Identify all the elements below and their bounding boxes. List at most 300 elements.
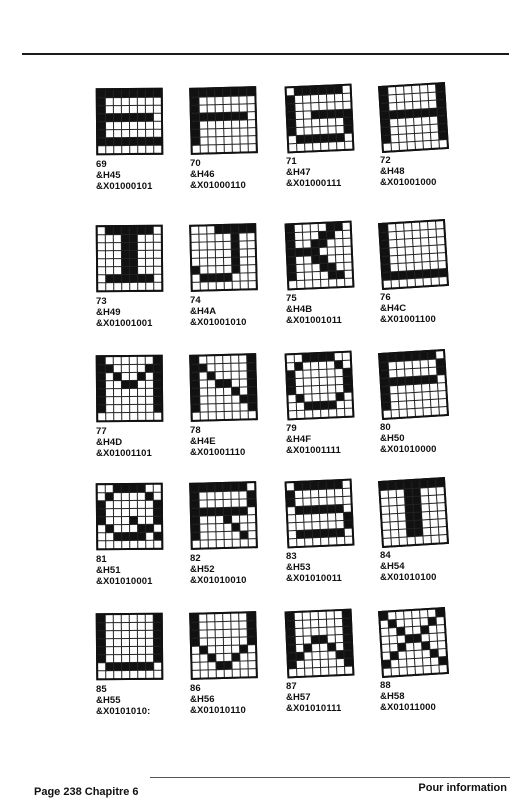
matrix-pixel	[423, 133, 430, 140]
matrix-pixel	[146, 631, 153, 638]
matrix-pixel	[240, 515, 247, 522]
matrix-pixel	[398, 377, 405, 384]
matrix-pixel	[328, 247, 335, 254]
glyph-codes	[380, 292, 480, 325]
matrix-pixel	[297, 411, 304, 418]
matrix-pixel	[390, 514, 397, 521]
matrix-pixel	[296, 395, 303, 402]
matrix-pixel	[240, 637, 247, 644]
char-code-binary: &X01001101	[96, 448, 152, 459]
matrix-pixel	[381, 620, 388, 627]
matrix-pixel	[130, 381, 137, 388]
matrix-pixel	[209, 145, 216, 152]
matrix-pixel	[412, 610, 419, 617]
matrix-pixel	[146, 397, 153, 404]
matrix-pixel	[239, 491, 246, 498]
matrix-pixel	[335, 223, 342, 230]
matrix-pixel	[415, 262, 422, 269]
matrix-pixel	[305, 272, 312, 279]
matrix-pixel	[328, 393, 335, 400]
char-code-decimal: 85	[96, 684, 107, 695]
matrix-pixel	[400, 409, 407, 416]
matrix-pixel	[313, 272, 320, 279]
matrix-pixel	[437, 359, 444, 366]
matrix-pixel	[122, 98, 129, 105]
char-code-decimal: 71	[286, 156, 297, 167]
matrix-pixel	[208, 654, 215, 661]
matrix-pixel	[335, 497, 342, 504]
matrix-pixel	[208, 250, 215, 257]
matrix-pixel	[438, 511, 445, 518]
matrix-pixel	[114, 275, 121, 282]
matrix-pixel	[232, 241, 239, 248]
matrix-pixel	[154, 631, 161, 638]
matrix-pixel	[398, 255, 405, 262]
matrix-pixel	[337, 529, 344, 536]
matrix-pixel	[388, 482, 395, 489]
matrix-pixel	[320, 119, 327, 126]
matrix-pixel	[122, 138, 129, 145]
matrix-pixel	[327, 619, 334, 626]
char-code-hex: &H53	[286, 562, 311, 573]
matrix-pixel	[122, 114, 129, 121]
matrix-pixel	[321, 402, 328, 409]
matrix-pixel	[431, 399, 438, 406]
matrix-pixel	[422, 109, 429, 116]
matrix-pixel	[98, 615, 105, 622]
matrix-pixel	[208, 372, 215, 379]
matrix-pixel	[248, 387, 255, 394]
matrix-pixel	[381, 240, 388, 247]
matrix-pixel	[249, 144, 256, 151]
glyph-codes	[96, 296, 196, 329]
matrix-pixel	[233, 669, 240, 676]
matrix-pixel	[216, 654, 223, 661]
char-code-binary: &X01001010	[190, 316, 247, 328]
matrix-pixel	[304, 264, 311, 271]
matrix-pixel	[98, 405, 105, 412]
matrix-pixel	[146, 671, 153, 678]
matrix-pixel	[383, 652, 390, 659]
matrix-pixel	[405, 94, 412, 101]
matrix-pixel	[321, 538, 328, 545]
matrix-pixel	[191, 234, 198, 241]
glyph-codes	[96, 684, 196, 717]
matrix-pixel	[296, 120, 303, 127]
matrix-pixel	[130, 655, 137, 662]
matrix-pixel	[287, 88, 294, 95]
matrix-pixel	[154, 259, 161, 266]
glyph-cell	[380, 84, 480, 188]
matrix-pixel	[207, 614, 214, 621]
matrix-pixel	[391, 651, 398, 658]
matrix-pixel	[106, 501, 113, 508]
matrix-pixel	[380, 354, 387, 361]
dot-matrix-grid	[285, 351, 355, 421]
matrix-pixel	[192, 274, 199, 281]
char-code-decimal: 80	[380, 421, 391, 433]
matrix-pixel	[122, 623, 129, 630]
matrix-pixel	[438, 391, 445, 398]
matrix-pixel	[232, 128, 239, 135]
matrix-pixel	[122, 283, 129, 290]
matrix-pixel	[391, 271, 398, 278]
glyph-codes	[380, 680, 480, 713]
matrix-pixel	[146, 647, 153, 654]
matrix-pixel	[383, 264, 390, 271]
matrix-pixel	[406, 513, 413, 520]
matrix-pixel	[407, 393, 414, 400]
matrix-pixel	[413, 360, 420, 367]
matrix-pixel	[412, 480, 419, 487]
matrix-pixel	[231, 621, 238, 628]
matrix-pixel	[216, 646, 223, 653]
matrix-pixel	[311, 224, 318, 231]
matrix-pixel	[412, 352, 419, 359]
matrix-pixel	[336, 513, 343, 520]
matrix-pixel	[305, 143, 312, 150]
char-code-decimal: 86	[190, 682, 201, 694]
char-code-hex: &H58	[380, 690, 405, 702]
matrix-pixel	[336, 635, 343, 642]
dot-matrix-grid	[285, 609, 355, 679]
matrix-pixel	[408, 278, 415, 285]
matrix-pixel	[106, 146, 113, 153]
matrix-pixel	[336, 263, 343, 270]
matrix-pixel	[303, 354, 310, 361]
matrix-pixel	[122, 251, 129, 258]
matrix-pixel	[336, 393, 343, 400]
matrix-pixel	[98, 509, 105, 516]
matrix-pixel	[208, 508, 215, 515]
matrix-pixel	[223, 491, 230, 498]
matrix-pixel	[224, 629, 231, 636]
matrix-pixel	[297, 531, 304, 538]
matrix-pixel	[248, 637, 255, 644]
matrix-pixel	[216, 137, 223, 144]
matrix-pixel	[436, 479, 443, 486]
matrix-pixel	[231, 355, 238, 362]
matrix-pixel	[224, 507, 231, 514]
matrix-pixel	[414, 246, 421, 253]
matrix-pixel	[392, 667, 399, 674]
matrix-pixel	[343, 619, 350, 626]
matrix-pixel	[297, 403, 304, 410]
matrix-pixel	[224, 112, 231, 119]
matrix-pixel	[146, 389, 153, 396]
matrix-pixel	[208, 396, 215, 403]
matrix-pixel	[304, 378, 311, 385]
matrix-pixel	[422, 246, 429, 253]
matrix-pixel	[287, 491, 294, 498]
matrix-pixel	[138, 615, 145, 622]
matrix-pixel	[383, 127, 390, 134]
matrix-pixel	[130, 98, 137, 105]
matrix-pixel	[304, 111, 311, 118]
matrix-pixel	[247, 96, 254, 103]
matrix-pixel	[199, 492, 206, 499]
matrix-pixel	[287, 613, 294, 620]
matrix-pixel	[248, 403, 255, 410]
matrix-pixel	[138, 146, 145, 153]
matrix-pixel	[248, 395, 255, 402]
glyph-codes	[190, 425, 290, 458]
matrix-pixel	[154, 267, 161, 274]
matrix-pixel	[344, 263, 351, 270]
matrix-pixel	[423, 400, 430, 407]
matrix-pixel	[114, 615, 121, 622]
matrix-pixel	[413, 101, 420, 108]
glyph-cell	[96, 88, 196, 192]
matrix-pixel	[224, 257, 231, 264]
matrix-pixel	[400, 667, 407, 674]
matrix-pixel	[138, 90, 145, 97]
matrix-pixel	[106, 275, 113, 282]
matrix-pixel	[431, 277, 438, 284]
matrix-pixel	[130, 663, 137, 670]
matrix-pixel	[215, 484, 222, 491]
matrix-pixel	[313, 280, 320, 287]
glyph-codes	[190, 553, 290, 586]
glyph-cell	[380, 351, 480, 455]
matrix-pixel	[407, 658, 414, 665]
matrix-pixel	[439, 657, 446, 664]
matrix-pixel	[248, 136, 255, 143]
matrix-pixel	[146, 235, 153, 242]
matrix-pixel	[130, 639, 137, 646]
matrix-pixel	[414, 117, 421, 124]
matrix-pixel	[321, 530, 328, 537]
matrix-pixel	[106, 671, 113, 678]
matrix-pixel	[193, 670, 200, 677]
matrix-pixel	[422, 634, 429, 641]
char-code-hex: &H4F	[286, 434, 312, 445]
matrix-pixel	[192, 380, 199, 387]
matrix-pixel	[191, 89, 198, 96]
matrix-pixel	[329, 529, 336, 536]
matrix-pixel	[200, 105, 207, 112]
matrix-pixel	[224, 515, 231, 522]
matrix-pixel	[297, 539, 304, 546]
matrix-pixel	[431, 132, 438, 139]
matrix-pixel	[415, 666, 422, 673]
matrix-pixel	[114, 227, 121, 234]
matrix-pixel	[114, 639, 121, 646]
matrix-pixel	[130, 90, 137, 97]
glyph-cell	[96, 613, 196, 717]
matrix-pixel	[240, 499, 247, 506]
matrix-pixel	[98, 485, 105, 492]
matrix-pixel	[232, 637, 239, 644]
glyph-codes	[286, 551, 386, 584]
matrix-pixel	[130, 227, 137, 234]
matrix-pixel	[199, 364, 206, 371]
matrix-pixel	[200, 524, 207, 531]
matrix-pixel	[130, 122, 137, 129]
matrix-pixel	[114, 623, 121, 630]
matrix-pixel	[199, 614, 206, 621]
matrix-pixel	[398, 635, 405, 642]
matrix-pixel	[247, 483, 254, 490]
matrix-pixel	[247, 363, 254, 370]
matrix-pixel	[231, 88, 238, 95]
matrix-pixel	[312, 386, 319, 393]
matrix-pixel	[106, 525, 113, 532]
matrix-pixel	[208, 105, 215, 112]
matrix-pixel	[154, 517, 161, 524]
matrix-pixel	[343, 361, 350, 368]
matrix-pixel	[430, 245, 437, 252]
matrix-pixel	[122, 227, 129, 234]
matrix-pixel	[114, 381, 121, 388]
matrix-pixel	[430, 261, 437, 268]
matrix-pixel	[287, 629, 294, 636]
matrix-pixel	[343, 627, 350, 634]
char-code-hex: &H47	[286, 167, 311, 178]
matrix-pixel	[381, 370, 388, 377]
matrix-pixel	[437, 245, 444, 252]
matrix-pixel	[192, 654, 199, 661]
matrix-pixel	[122, 485, 129, 492]
matrix-pixel	[437, 100, 444, 107]
matrix-pixel	[328, 126, 335, 133]
matrix-pixel	[423, 408, 430, 415]
char-code-binary: &X01001000	[380, 176, 437, 188]
matrix-pixel	[304, 636, 311, 643]
matrix-pixel	[344, 126, 351, 133]
matrix-pixel	[192, 508, 199, 515]
matrix-pixel	[413, 488, 420, 495]
matrix-pixel	[215, 614, 222, 621]
matrix-pixel	[337, 271, 344, 278]
matrix-pixel	[382, 514, 389, 521]
matrix-pixel	[415, 400, 422, 407]
matrix-pixel	[311, 240, 318, 247]
matrix-pixel	[130, 357, 137, 364]
matrix-pixel	[429, 625, 436, 632]
matrix-pixel	[399, 529, 406, 536]
matrix-pixel	[122, 615, 129, 622]
matrix-pixel	[224, 637, 231, 644]
char-code-binary: &X01010111	[286, 703, 342, 714]
matrix-pixel	[414, 254, 421, 261]
dot-matrix-grid	[96, 88, 164, 156]
matrix-pixel	[224, 241, 231, 248]
matrix-pixel	[389, 628, 396, 635]
matrix-pixel	[146, 501, 153, 508]
matrix-pixel	[287, 483, 294, 490]
matrix-pixel	[335, 94, 342, 101]
matrix-pixel	[397, 497, 404, 504]
matrix-pixel	[303, 87, 310, 94]
char-code-decimal: 78	[190, 424, 201, 436]
matrix-pixel	[232, 629, 239, 636]
matrix-pixel	[223, 363, 230, 370]
matrix-pixel	[216, 516, 223, 523]
matrix-pixel	[399, 401, 406, 408]
dot-matrix-grid	[285, 221, 355, 291]
matrix-pixel	[98, 130, 105, 137]
char-code-decimal: 74	[190, 294, 201, 306]
matrix-pixel	[438, 124, 445, 131]
matrix-pixel	[249, 411, 256, 418]
matrix-pixel	[295, 363, 302, 370]
matrix-pixel	[192, 137, 199, 144]
matrix-pixel	[415, 520, 422, 527]
matrix-pixel	[249, 669, 256, 676]
footer-rule	[150, 777, 510, 778]
matrix-pixel	[423, 392, 430, 399]
matrix-pixel	[146, 663, 153, 670]
matrix-pixel	[138, 405, 145, 412]
matrix-pixel	[304, 256, 311, 263]
matrix-pixel	[200, 646, 207, 653]
matrix-pixel	[240, 387, 247, 394]
matrix-pixel	[296, 653, 303, 660]
matrix-pixel	[389, 362, 396, 369]
matrix-pixel	[313, 660, 320, 667]
matrix-pixel	[216, 121, 223, 128]
matrix-pixel	[336, 505, 343, 512]
matrix-pixel	[240, 403, 247, 410]
matrix-pixel	[430, 391, 437, 398]
matrix-pixel	[381, 95, 388, 102]
matrix-pixel	[224, 387, 231, 394]
matrix-pixel	[130, 283, 137, 290]
matrix-pixel	[200, 654, 207, 661]
matrix-pixel	[392, 537, 399, 544]
matrix-pixel	[430, 633, 437, 640]
matrix-pixel	[336, 247, 343, 254]
matrix-pixel	[224, 403, 231, 410]
matrix-pixel	[304, 119, 311, 126]
matrix-pixel	[304, 522, 311, 529]
matrix-pixel	[390, 644, 397, 651]
matrix-pixel	[423, 520, 430, 527]
section-label: Pour information	[418, 782, 507, 794]
matrix-pixel	[345, 659, 352, 666]
matrix-pixel	[114, 663, 121, 670]
matrix-pixel	[319, 103, 326, 110]
matrix-pixel	[415, 658, 422, 665]
matrix-pixel	[344, 651, 351, 658]
matrix-pixel	[154, 493, 161, 500]
matrix-pixel	[391, 263, 398, 270]
matrix-pixel	[337, 142, 344, 149]
matrix-pixel	[408, 536, 415, 543]
matrix-pixel	[247, 621, 254, 628]
matrix-pixel	[327, 489, 334, 496]
matrix-pixel	[335, 611, 342, 618]
matrix-pixel	[397, 369, 404, 376]
matrix-pixel	[343, 94, 350, 101]
matrix-pixel	[399, 651, 406, 658]
matrix-pixel	[320, 264, 327, 271]
matrix-pixel	[328, 118, 335, 125]
matrix-pixel	[296, 645, 303, 652]
matrix-pixel	[407, 400, 414, 407]
char-code-hex: &H51	[96, 565, 121, 576]
matrix-pixel	[241, 281, 248, 288]
char-code-decimal: 73	[96, 296, 107, 307]
glyph-codes	[286, 156, 386, 189]
matrix-pixel	[106, 541, 113, 548]
matrix-pixel	[122, 525, 129, 532]
matrix-pixel	[305, 668, 312, 675]
matrix-pixel	[413, 496, 420, 503]
matrix-pixel	[138, 623, 145, 630]
matrix-pixel	[122, 639, 129, 646]
